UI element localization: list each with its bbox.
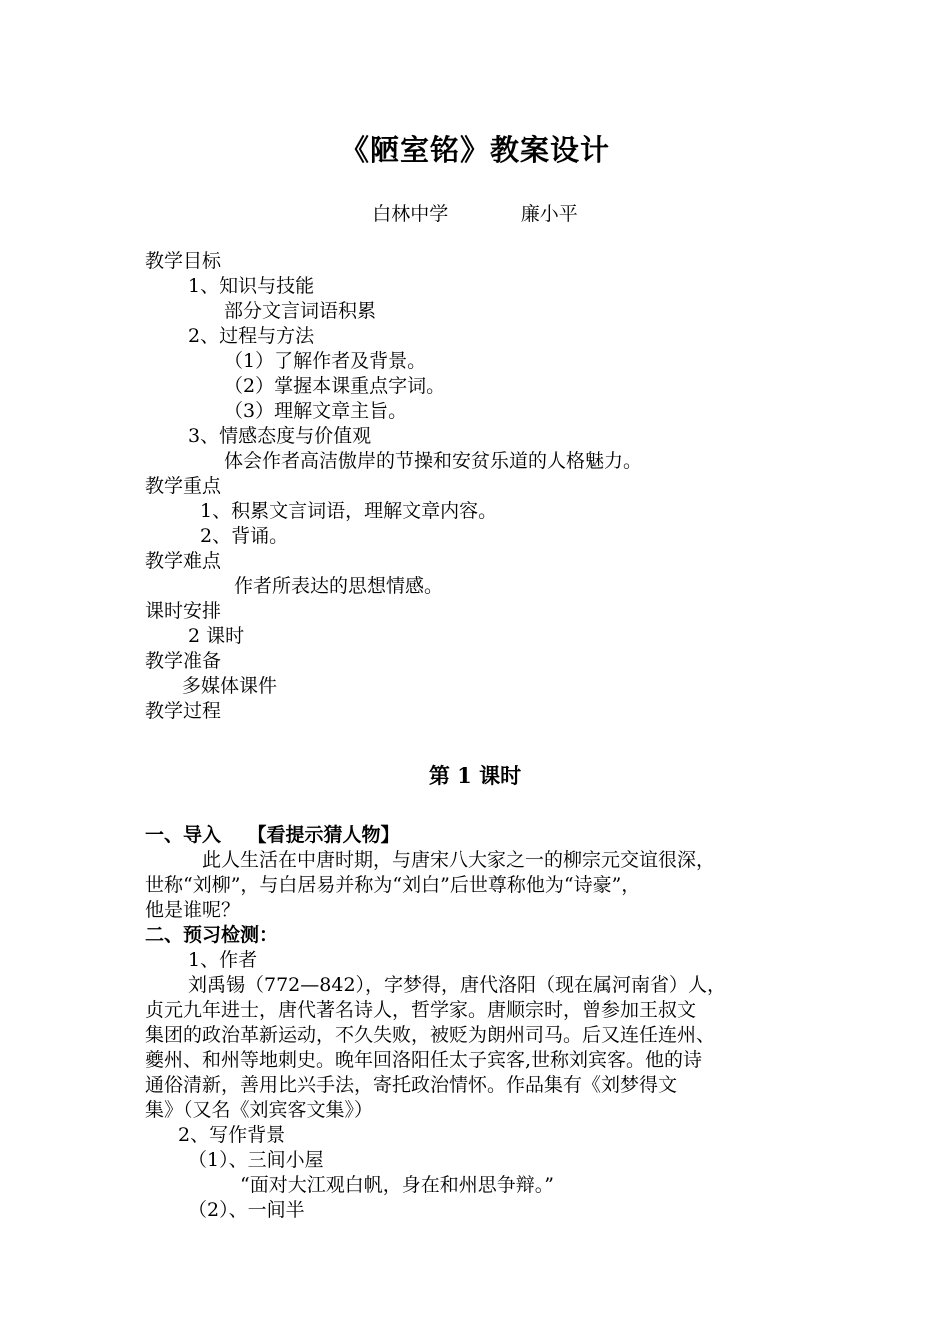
author-bio-line-6: 集》（又名《刘宾客文集》） xyxy=(145,1099,374,1121)
objective-item-2-sub-1: （1）了解作者及背景。 xyxy=(224,350,427,372)
objective-item-1-detail: 部分文言词语积累 xyxy=(224,300,377,322)
background-sub-1-quote: “面对大江观白帆，身在和州思争辩。” xyxy=(240,1174,554,1196)
author-line: 白林中学 廉小平 xyxy=(372,203,578,225)
objective-item-2-sub-3: （3）理解文章主旨。 xyxy=(224,400,408,422)
background-sub-2: （2）、一间半 xyxy=(188,1199,305,1221)
process-heading: 教学过程 xyxy=(145,700,222,722)
author-bio-line-3: 集团的政治革新运动，不久失败，被贬为朗州司马。后又连任连州、 xyxy=(145,1024,716,1046)
preparation-heading: 教学准备 xyxy=(145,650,222,672)
document-title: 《陋室铭》教案设计 xyxy=(339,133,610,167)
section-1-heading: 一、导入 【看提示猜人物】 xyxy=(145,824,400,846)
schedule-detail: 2 课时 xyxy=(188,625,245,647)
objective-item-1: 1、知识与技能 xyxy=(188,275,315,297)
preparation-detail: 多媒体课件 xyxy=(182,675,278,697)
author-bio-line-2: 贞元九年进士，唐代著名诗人，哲学家。唐顺宗时，曾参加王叔文 xyxy=(145,999,697,1021)
schedule-heading: 课时安排 xyxy=(145,600,222,622)
lesson-1-heading: 第 1 课时 xyxy=(428,763,522,788)
objective-item-2-sub-2: （2）掌握本课重点字词。 xyxy=(224,375,446,397)
key-point-item-1: 1、积累文言词语，理解文章内容。 xyxy=(200,500,498,522)
objective-item-3: 3、情感态度与价值观 xyxy=(188,425,372,447)
section-2-heading: 二、预习检测： xyxy=(145,924,279,946)
objectives-heading: 教学目标 xyxy=(145,250,222,272)
objective-item-2: 2、过程与方法 xyxy=(188,325,315,347)
difficulty-detail: 作者所表达的思想情感。 xyxy=(234,575,444,597)
key-point-item-2: 2、背诵。 xyxy=(200,525,289,547)
background-item: 2、写作背景 xyxy=(178,1124,286,1146)
author-bio-line-5: 通俗清新，善用比兴手法，寄托政治情怀。作品集有《刘梦得文 xyxy=(145,1074,678,1096)
key-points-heading: 教学重点 xyxy=(145,475,222,497)
author-bio-line-1: 刘禹锡（772—842），字梦得，唐代洛阳（现在属河南省）人， xyxy=(188,974,727,996)
section-1-line-1: 此人生活在中唐时期，与唐宋八大家之一的柳宗元交谊很深， xyxy=(202,849,716,871)
background-sub-1: （1）、三间小屋 xyxy=(188,1149,324,1171)
section-1-line-3: 他是谁呢？ xyxy=(145,899,241,921)
difficulty-heading: 教学难点 xyxy=(145,550,222,572)
author-bio-line-4: 夔州、和州等地刺史。晚年回洛阳任太子宾客,世称刘宾客。他的诗 xyxy=(145,1049,703,1071)
section-1-line-2: 世称“刘柳”，与白居易并称为“刘白”后世尊称他为“诗豪”， xyxy=(145,874,641,896)
author-item: 1、作者 xyxy=(188,949,258,971)
objective-item-3-detail: 体会作者高洁傲岸的节操和安贫乐道的人格魅力。 xyxy=(224,450,643,472)
